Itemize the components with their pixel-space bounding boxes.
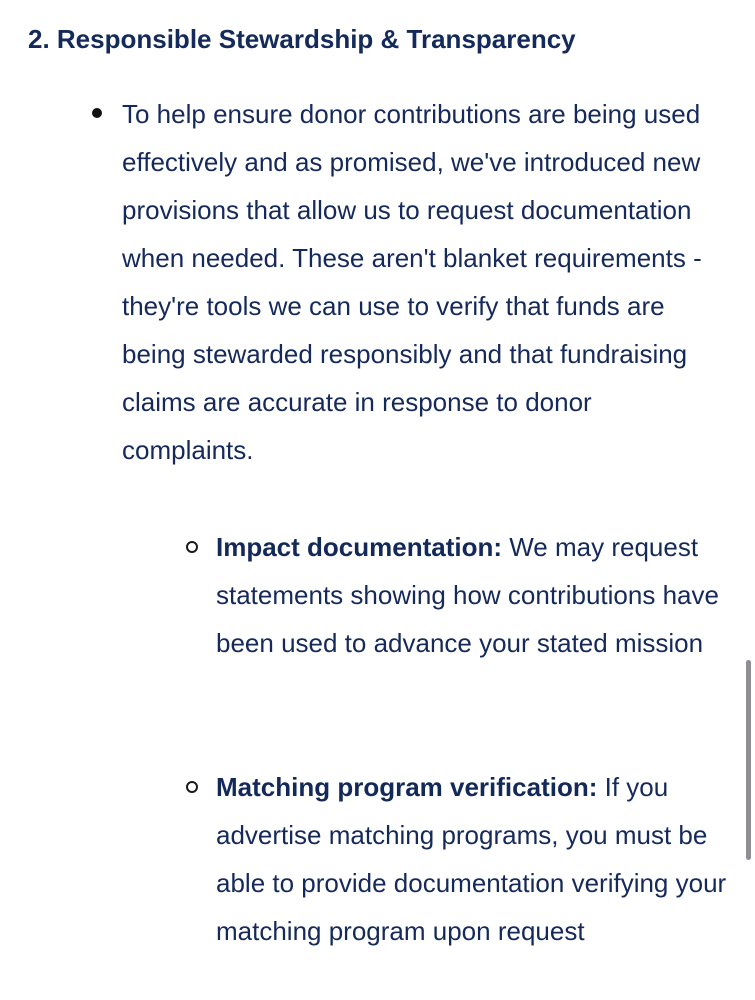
bullet-dot-icon: [92, 108, 102, 118]
circle-bullet-icon: [186, 541, 198, 553]
circle-bullet-icon: [186, 781, 198, 793]
sub-item-impact: [216, 523, 731, 667]
section-heading: 2. Responsible Stewardship & Transparency: [28, 24, 576, 54]
sub-item-text: If you advertise matching programs, you must be able to provide documentation verifying your matching program upon request: [216, 772, 727, 946]
bullet-paragraph: To help ensure donor contributions are being used effectively and as promised, we've introduced new provisions that allow us to request documentation when needed. These aren't blanket requirements - they're tools we can use to verify that funds are being stewarded responsibly and that fundraising claims are accurate in response to donor complaints.: [122, 99, 702, 465]
scrollbar[interactable]: [746, 660, 751, 860]
sub-item-label: Matching program verification:: [216, 772, 598, 802]
sub-item-matching: [216, 763, 731, 955]
sub-item-label: Impact documentation:: [216, 532, 503, 562]
sub-item-text: We may request statements showing how contributions have been used to advance your stated mission: [216, 532, 719, 658]
